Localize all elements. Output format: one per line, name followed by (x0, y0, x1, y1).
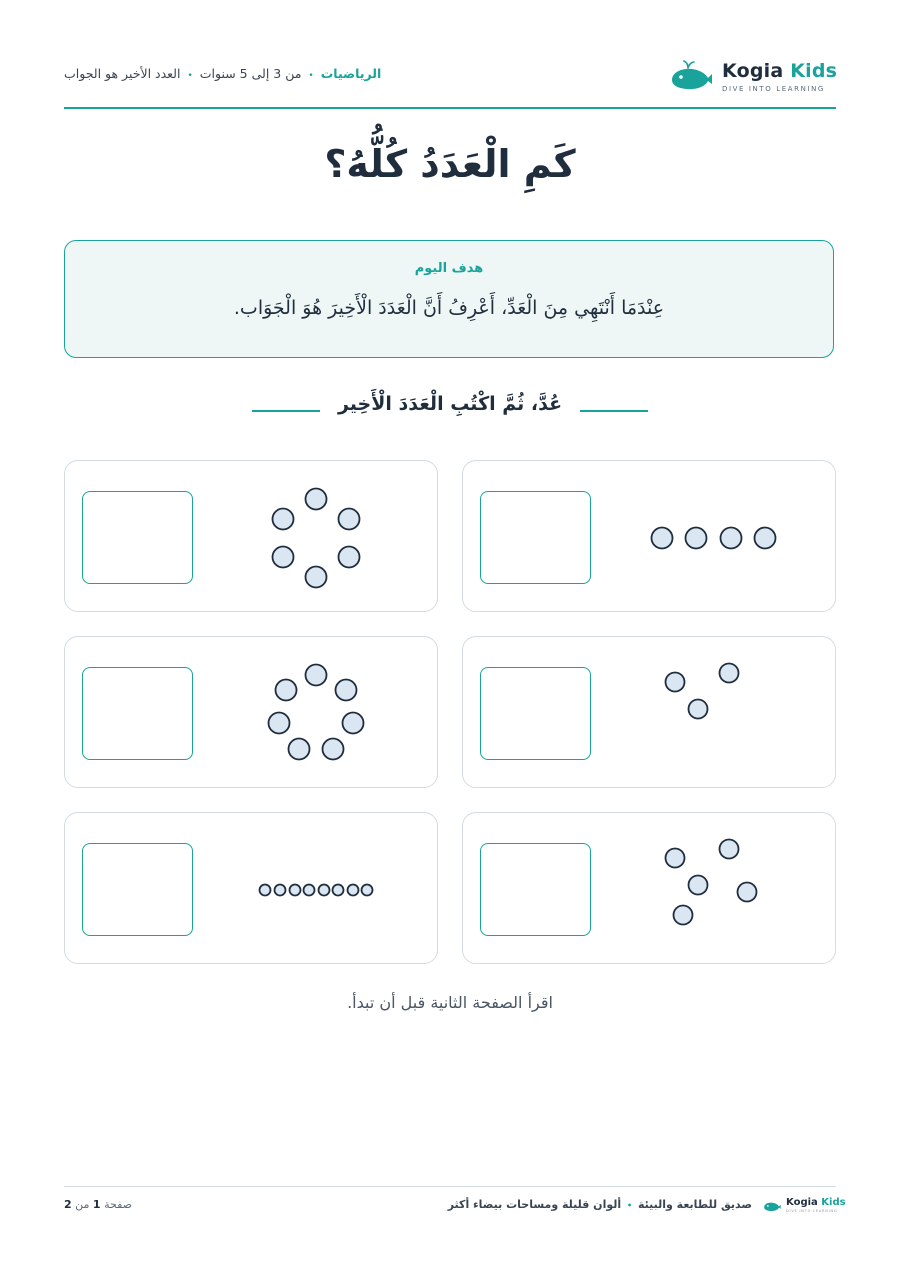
counting-dot (336, 680, 357, 701)
footer-note: صديق للطابعة والبيئة • ألوان قليلة ومساحات بيضاء أكثر (447, 1198, 752, 1211)
counting-dot (343, 713, 364, 734)
counting-dot (652, 528, 673, 549)
goal-text: عِنْدَمَا أَنْتَهِي مِنَ الْعَدِّ، أَعْرِفُ أَنَّ الْعَدَدَ الْأَخِيرَ هُوَ الْجَوَاب. (233, 297, 665, 319)
counting-dot (269, 713, 290, 734)
separator-dot: • (308, 71, 314, 81)
counting-dot (290, 885, 301, 896)
counting-dot (306, 665, 327, 686)
page-title: كَمِ الْعَدَدُ كُلُّهُ؟ (324, 142, 576, 186)
counting-dot (755, 528, 776, 549)
page-current: 1 (92, 1198, 101, 1211)
goal-box (64, 240, 834, 358)
whale-icon (762, 1199, 782, 1213)
footer-divider (64, 1186, 836, 1187)
brand-logo (668, 58, 838, 98)
counting-dot (273, 509, 294, 530)
counting-dots (65, 461, 439, 613)
counting-dot (720, 664, 739, 683)
header-meta (64, 66, 381, 81)
topic-label: العدد الأخير هو الجواب (64, 66, 181, 81)
footer-logo: Kogia Kids DIVE INTO LEARNING (762, 1197, 842, 1217)
counting-dots (463, 813, 837, 965)
counting-dot (686, 528, 707, 549)
counting-dot (333, 885, 344, 896)
counting-dot (674, 906, 693, 925)
counting-dot (306, 489, 327, 510)
brand-name: Kogia Kids (722, 60, 838, 82)
counting-dot (339, 509, 360, 530)
brand-tagline: DIVE INTO LEARNING (722, 85, 825, 93)
counting-dot (689, 700, 708, 719)
counting-dot (304, 885, 315, 896)
counting-dot (721, 528, 742, 549)
exercise-card-2 (64, 460, 438, 612)
instruction-heading: عُدَّ، ثُمَّ اكْتُبِ الْعَدَدَ الْأَخِير (337, 393, 563, 415)
counting-dot (689, 876, 708, 895)
exercise-card-6 (64, 812, 438, 964)
header-divider (64, 107, 836, 109)
exercise-card-3 (462, 636, 836, 788)
goal-label: هدف اليوم (414, 261, 484, 276)
age-range: من 3 إلى 5 سنوات (199, 66, 302, 81)
counting-dot (323, 739, 344, 760)
exercise-card-1 (462, 460, 836, 612)
page-indicator: صفحة 1 من 2 (64, 1198, 132, 1211)
counting-dot (666, 849, 685, 868)
counting-dots (65, 637, 439, 789)
counting-dots (463, 461, 837, 613)
counting-dot (289, 739, 310, 760)
subject-label: الرياضيات (320, 66, 382, 81)
counting-dot (306, 567, 327, 588)
counting-dot (319, 885, 330, 896)
whale-icon (668, 60, 714, 94)
counting-dot (720, 840, 739, 859)
exercise-card-4 (64, 636, 438, 788)
exercise-card-5 (462, 812, 836, 964)
counting-dots (463, 637, 837, 789)
hint-text: اقرأ الصفحة الثانية قبل أن تبدأ. (347, 993, 553, 1012)
counting-dot (738, 883, 757, 902)
counting-dot (273, 547, 294, 568)
counting-dot (276, 680, 297, 701)
counting-dot (275, 885, 286, 896)
counting-dot (260, 885, 271, 896)
separator-dot: • (187, 71, 193, 81)
counting-dot (339, 547, 360, 568)
counting-dot (362, 885, 373, 896)
counting-dots (65, 813, 439, 965)
counting-dot (348, 885, 359, 896)
page-total: 2 (64, 1198, 72, 1211)
counting-dot (666, 673, 685, 692)
